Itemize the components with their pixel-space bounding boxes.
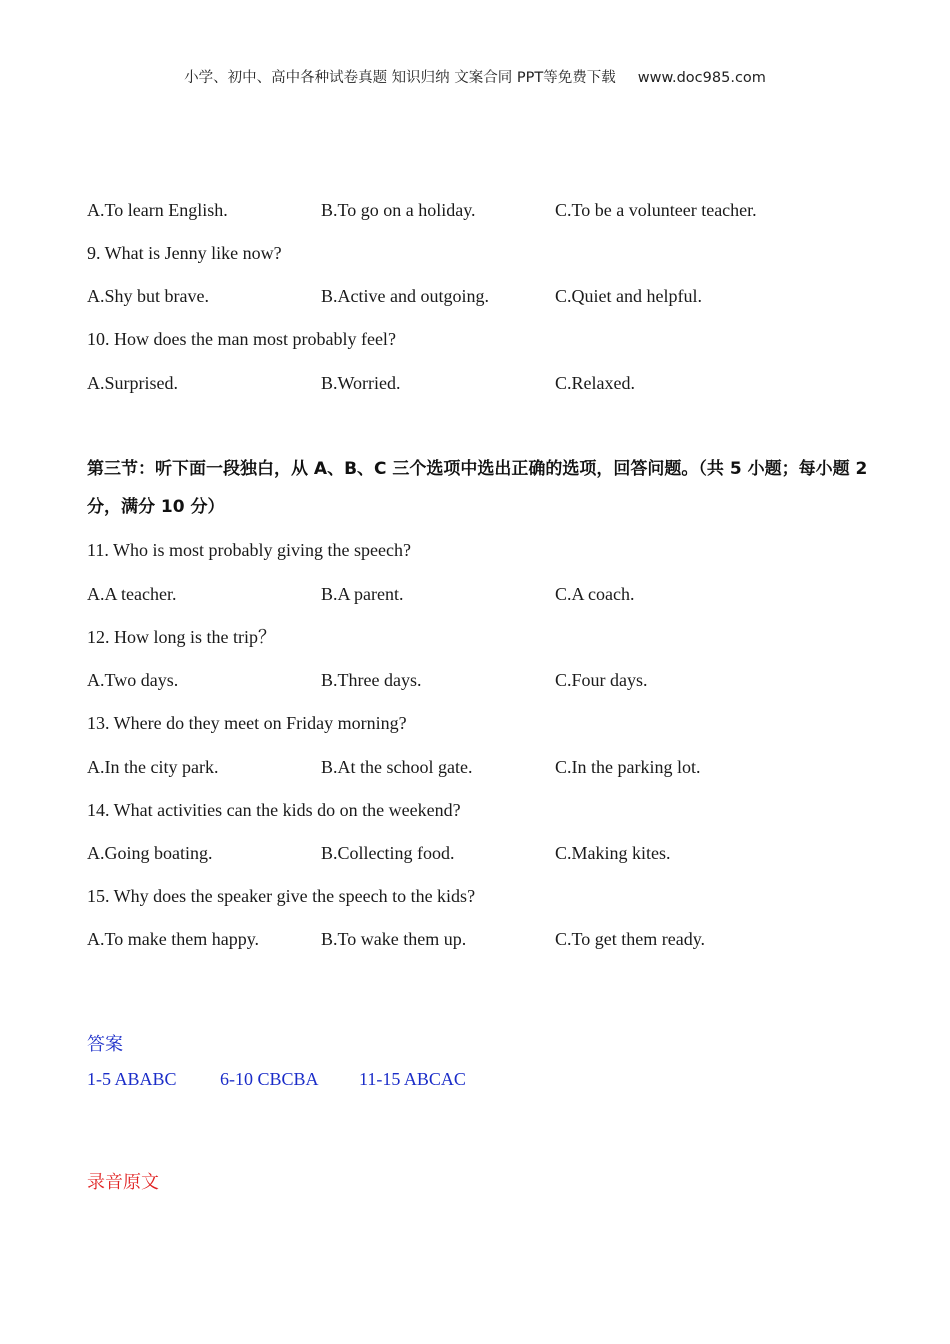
q12-option-c: C.Four days.	[555, 670, 648, 690]
section3-instruction: 第三节：听下面一段独白，从 A、B、C 三个选项中选出正确的选项，回答问题。（共 5 小题；每小题 2 分，满分 10 分）	[87, 459, 868, 517]
q10-option-c: C.Relaxed.	[555, 373, 635, 393]
q9-option-b: B.Active and outgoing.	[321, 286, 489, 306]
q14-option-c: C.Making kites.	[555, 843, 671, 863]
q8-option-b: B.To go on a holiday.	[321, 200, 476, 220]
answer-heading: 答案	[87, 1034, 123, 1054]
q10-option-b: B.Worried.	[321, 373, 401, 393]
q9-question: 9. What is Jenny like now?	[87, 243, 282, 263]
q14-question: 14. What activities can the kids do on the weekend?	[87, 800, 461, 820]
q15-option-a: A.To make them happy.	[87, 929, 260, 949]
q10-option-a: A.Surprised.	[87, 373, 178, 393]
header-site-link[interactable]: www.doc985.com	[637, 70, 766, 86]
q13-question: 13. Where do they meet on Friday morning?	[87, 713, 407, 733]
transcript-heading: 录音原文	[87, 1172, 159, 1192]
q8-option-a: A.To learn English.	[87, 200, 228, 220]
q13-option-c: C.In the parking lot.	[555, 757, 701, 777]
page-header	[0, 66, 950, 87]
q11-question: 11. Who is most probably giving the speech?	[87, 540, 411, 560]
q11-option-b: B.A parent.	[321, 584, 404, 604]
answer-group-1: 1-5 ABABC	[87, 1069, 177, 1089]
q12-option-b: B.Three days.	[321, 670, 422, 690]
q12-question: 12. How long is the trip？	[87, 627, 276, 647]
answer-group-2: 6-10 CBCBA	[220, 1069, 319, 1089]
q9-option-c: C.Quiet and helpful.	[555, 286, 702, 306]
header-text: 小学、初中、高中各种试卷真题 知识归纳 文案合同 PPT等免费下载	[184, 70, 616, 86]
q10-question: 10. How does the man most probably feel?	[87, 329, 396, 349]
q15-option-b: B.To wake them up.	[321, 929, 467, 949]
q13-option-b: B.At the school gate.	[321, 757, 473, 777]
q14-option-b: B.Collecting food.	[321, 843, 455, 863]
q14-option-a: A.Going boating.	[87, 843, 213, 863]
q12-option-a: A.Two days.	[87, 670, 179, 690]
q13-option-a: A.In the city park.	[87, 757, 219, 777]
q11-option-c: C.A coach.	[555, 584, 635, 604]
q9-option-a: A.Shy but brave.	[87, 286, 209, 306]
q11-option-a: A.A teacher.	[87, 584, 177, 604]
answer-group-3: 11-15 ABCAC	[359, 1069, 466, 1089]
q15-question: 15. Why does the speaker give the speech to the kids?	[87, 886, 476, 906]
q8-option-c: C.To be a volunteer teacher.	[555, 200, 757, 220]
q15-option-c: C.To get them ready.	[555, 929, 706, 949]
